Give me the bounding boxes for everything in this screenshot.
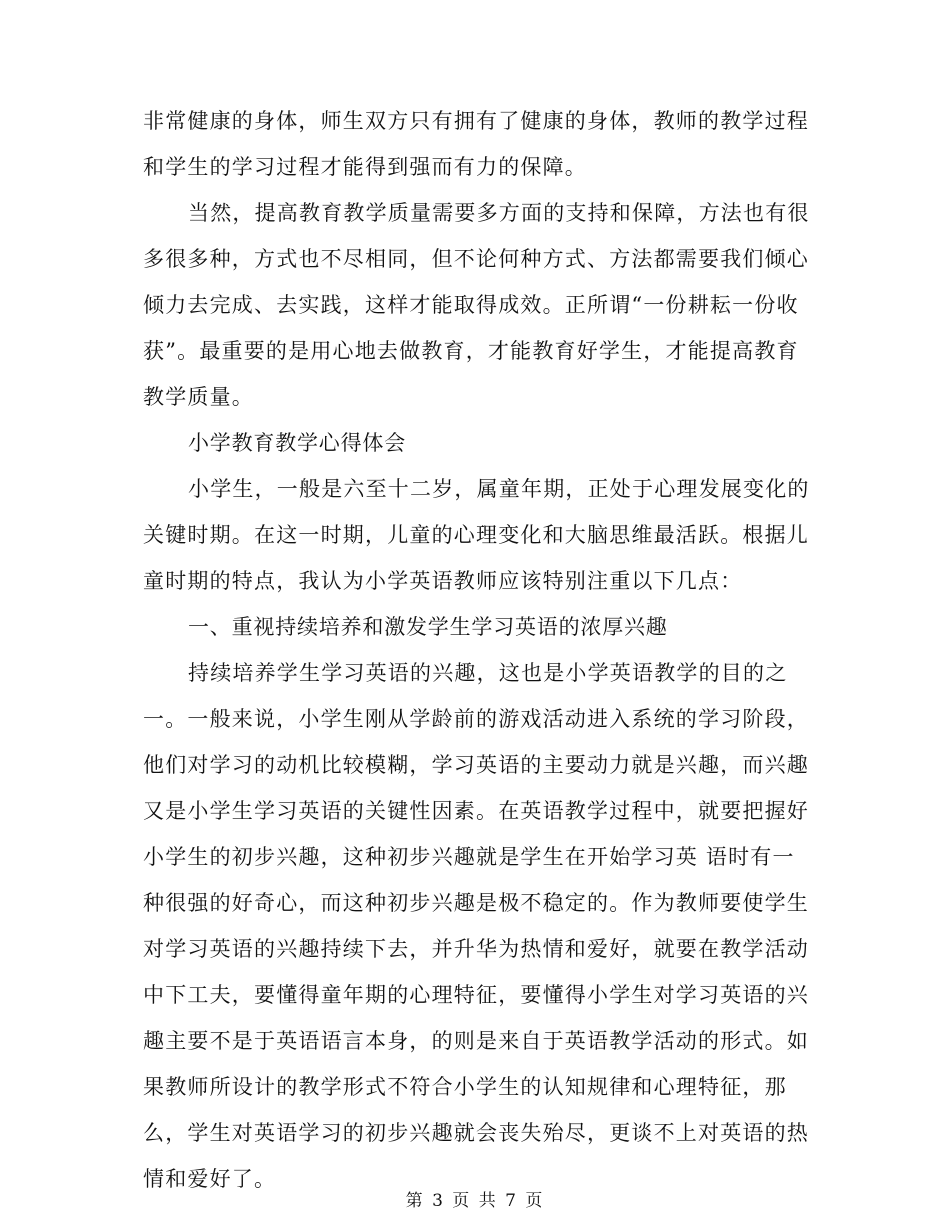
footer-suffix: 页: [525, 1191, 545, 1211]
section-title: 小学教育教学心得体会: [188, 431, 406, 455]
subheading: 一、重视持续培养和激发学生学习英语的浓厚兴趣: [188, 615, 668, 639]
paragraph-line: 情和爱好了。: [143, 1167, 277, 1191]
paragraph-line: 童时期的特点，我认为小学英语教师应该特别注重以下几点：: [143, 569, 743, 593]
paragraph-line: 又是小学生学习英语的关键性因素。在英语教学过程中，就要把握好: [143, 799, 809, 823]
paragraph-line: 倾力去完成、去实践，这样才能取得成效。正所谓“一份耕耘一份收: [143, 293, 799, 317]
paragraph-line: 趣主要不是于英语语言本身，的则是来自于英语教学活动的形式。如: [143, 1029, 809, 1053]
paragraph-line: 么，学生对英语学习的初步兴趣就会丧失殆尽，更谈不上对英语的热: [143, 1121, 809, 1145]
paragraph-line: 小学生的初步兴趣，这种初步兴趣就是学生在开始学习英 语时有一: [143, 845, 795, 869]
paragraph-line: 和学生的学习过程才能得到强而有力的保障。: [143, 155, 587, 179]
paragraph-line: 中下工夫，要懂得童年期的心理特征，要懂得小学生对学习英语的兴: [143, 983, 809, 1007]
paragraph-line: 小学生，一般是六至十二岁，属童年期，正处于心理发展变化的: [188, 477, 810, 501]
total-pages-number: 7: [505, 1191, 518, 1211]
footer-middle: 页 共: [452, 1191, 498, 1211]
paragraph-line: 果教师所设计的教学形式不符合小学生的认知规律和心理特征，那: [143, 1075, 787, 1099]
paragraph-line: 一。一般来说，小学生刚从学龄前的游戏活动进入系统的学习阶段，: [143, 707, 809, 731]
paragraph-line: 非常健康的身体，师生双方只有拥有了健康的身体，教师的教学过程: [143, 109, 809, 133]
paragraph-line: 获”。最重要的是用心地去做教育，才能教育好学生，才能提高教育: [143, 339, 799, 363]
paragraph-line: 持续培养学生学习英语的兴趣，这也是小学英语教学的目的之: [188, 661, 788, 685]
paragraph-line: 他们对学习的动机比较模糊，学习英语的主要动力就是兴趣，而兴趣: [143, 753, 809, 777]
paragraph-line: 多很多种，方式也不尽相同，但不论何种方式、方法都需要我们倾心: [143, 247, 809, 271]
page-footer: [0, 1190, 950, 1212]
paragraph-line: 教学质量。: [143, 385, 254, 409]
paragraph-line: 对学习英语的兴趣持续下去，并升华为热情和爱好，就要在教学活动: [143, 937, 809, 961]
current-page-number: 3: [432, 1191, 445, 1211]
paragraph-line: 当然，提高教育教学质量需要多方面的支持和保障，方法也有很: [188, 201, 810, 225]
paragraph-line: 种很强的好奇心，而这种初步兴趣是极不稳定的。作为教师要使学生: [143, 891, 809, 915]
footer-prefix: 第: [405, 1191, 425, 1211]
paragraph-line: 关键时期。在这一时期，儿童的心理变化和大脑思维最活跃。根据儿: [143, 523, 809, 547]
